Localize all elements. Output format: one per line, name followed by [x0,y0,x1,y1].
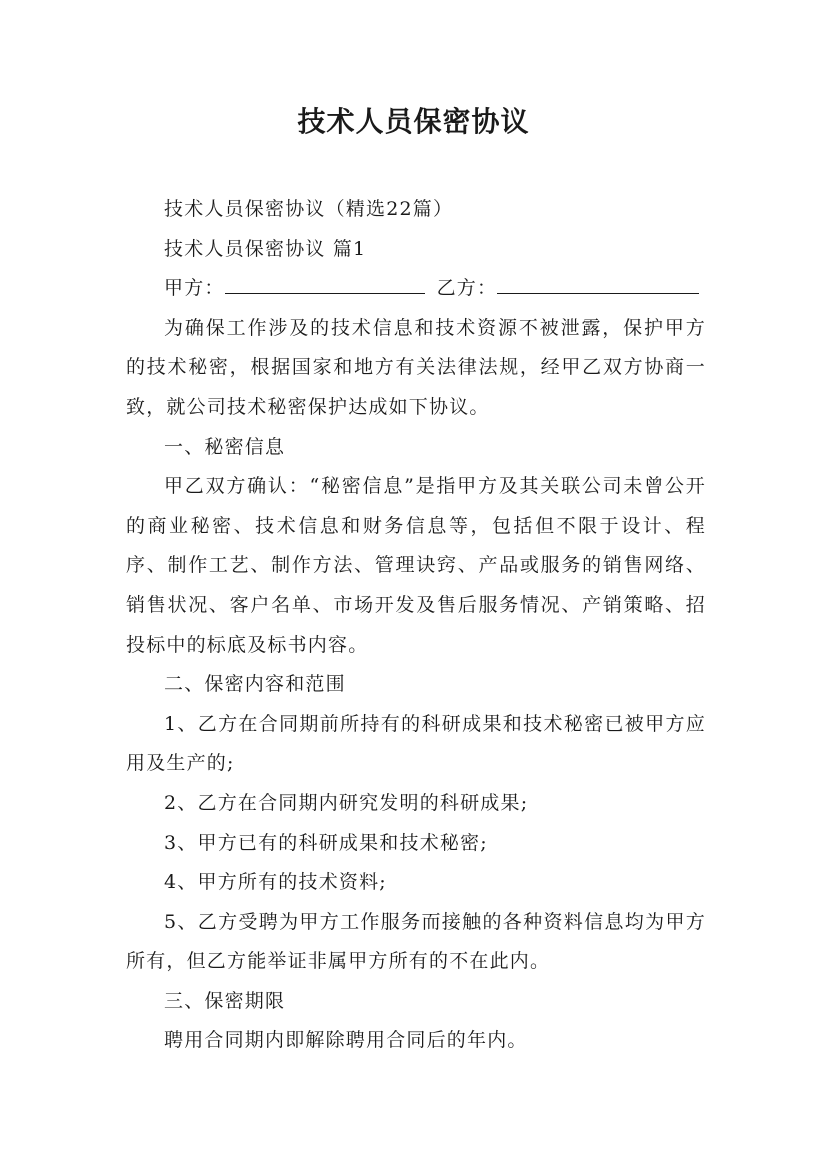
scope-item-5: 5、乙方受聘为甲方工作服务而接触的各种资料信息均为甲方所有，但乙方能举证非属甲方所有的不在此内。 [126,910,706,973]
party-line [126,269,706,309]
party-a-label: 甲方： [164,277,225,300]
paragraph-intro: 为确保工作涉及的技术信息和技术资源不被泄露，保护甲方的技术秘密，根据国家和地方有关法律法规，经甲乙双方协商一致，就公司技术秘密保护达成如下协议。 [126,316,706,418]
section-heading: 技术人员保密协议 篇1 [164,237,367,260]
document-subtitle: 技术人员保密协议（精选22篇） [164,198,454,220]
scope-item-4: 4、甲方所有的技术资料; [164,871,387,894]
party-b-blank [497,271,699,294]
heading-secret-info: 一、秘密信息 [164,435,286,458]
paragraph-secret-info: 甲乙双方确认：“秘密信息”是指甲方及其关联公司未曾公开的商业秘密、技术信息和财务信息等，包括但不限于设计、程序、制作工艺、制作方法、管理诀窍、产品或服务的销售网络、销售状况、客户名单、市场开发及售后服务情况、产销策略、招投标中的标底及标书内容。 [126,475,706,656]
heading-term: 三、保密期限 [164,989,286,1012]
document-title: 技术人员保密协议 [297,105,530,138]
party-b-label: 乙方： [436,277,498,300]
party-a-blank [225,271,425,294]
scope-item-2: 2、乙方在合同期内研究发明的科研成果; [164,791,529,814]
document-body [126,190,706,1061]
scope-item-3: 3、甲方已有的科研成果和技术秘密; [164,831,488,854]
paragraph-term: 聘用合同期内即解除聘用合同后的年内。 [164,1029,528,1052]
heading-scope: 二、保密内容和范围 [164,673,346,696]
scope-item-1: 1、乙方在合同期前所持有的科研成果和技术秘密已被甲方应用及生产的; [126,712,706,775]
